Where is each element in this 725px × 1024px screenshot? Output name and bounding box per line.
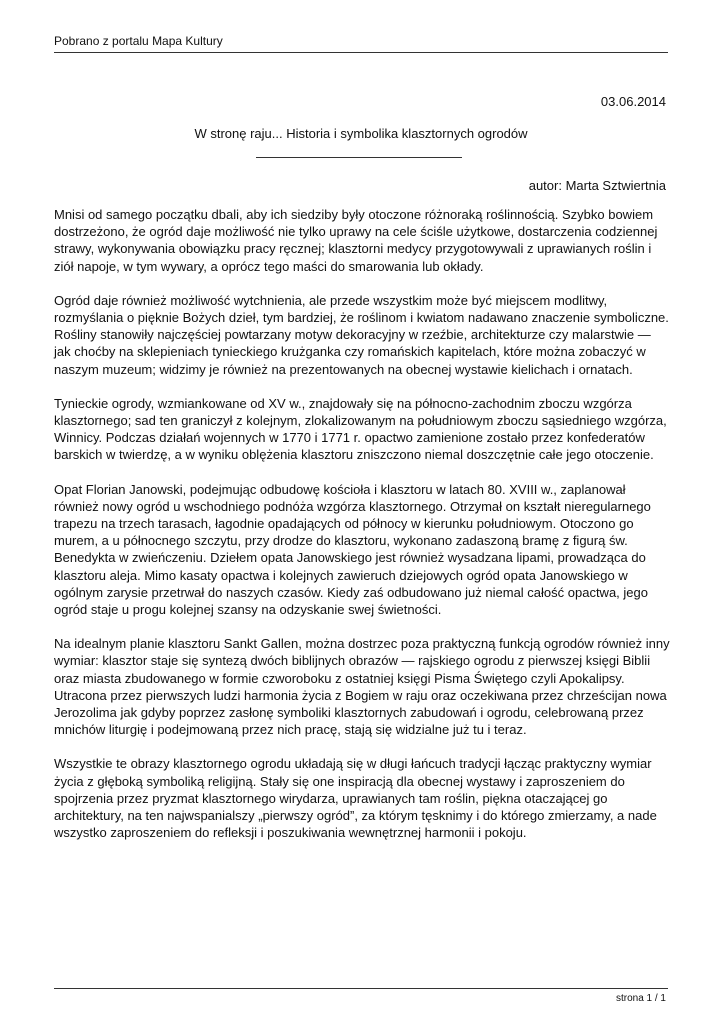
paragraph: Na idealnym planie klasztoru Sankt Gallen, można dostrzec poza praktyczną funkcją ogrodów również inny wymiar: klasztor staje się syntezą dwóch biblijnych obrazów — rajskiego ogrodu z pierwszej księgi Biblii oraz miasta zbudowanego w formie czworoboku z ostatniej księgi Pisma Świętego czyli Apokalipsy. Utracona przez pierwszych ludzi harmonia życia z Bogiem w raju oraz oczekiwana przez chrześcijan nowa Jerozolima jak gdyby poprzez zasłonę symboliki klasztornych zabudowań i ogrodu, celebrowaną przez mnichów liturgię i podejmowaną przez nich pracę, stają się widzialne już tu i teraz. xyxy=(54,636,670,738)
article-date: 03.06.2014 xyxy=(600,94,666,109)
footer-divider xyxy=(54,988,668,989)
article-author: autor: Marta Sztwiertnia xyxy=(528,178,666,193)
title-underline xyxy=(256,157,462,158)
article-body xyxy=(54,206,670,859)
page-number: strona 1 / 1 xyxy=(615,993,666,1004)
paragraph: Ogród daje również możliwość wytchnienia, ale przede wszystkim może być miejscem modlitwy, rozmyślania o pięknie Bożych dzieł, tym bardziej, że roślinom i kwiatom nadawano znaczenie symboliczne. Rośliny stanowiły najczęściej powtarzany motyw dekoracyjny w rzeźbie, architekturze czy malarstwie — jak choćby na sklepieniach tynieckiego krużganka czy romańskich kapitelach, które można zobaczyć w naszym muzeum; widzimy je również na prezentowanych na obecnej wystawie kielichach i ornatach. xyxy=(54,292,669,377)
paragraph: Opat Florian Janowski, podejmując odbudowę kościoła i klasztoru w latach 80. XVIII w., zaplanował również nowy ogród u wschodniego podnóża wzgórza klasztornego. Otrzymał on kształt nieregularnego trapezu na trzech tarasach, łagodnie opadających od północy w kierunku południowym. Otoczono go murem, a u północnego szczytu, przy drodze do klasztoru, wykonano zadaszoną bramę z figurą św. Benedykta w zwieńczeniu. Dziełem opata Janowskiego jest również wysadzana lipami, prowadząca do klasztoru aleja. Mimo kasaty opactwa i kolejnych zawieruch dziejowych ogród opata Janowskiego w ogólnym zarysie przetrwał do naszych czasów. Kiedy zaś odbudowano już niemal całość opactwa, jego ogród staje u progu kolejnej szansy na odzyskanie swej świetności. xyxy=(54,481,651,618)
page-header-source: Pobrano z portalu Mapa Kultury xyxy=(54,34,223,48)
paragraph: Wszystkie te obrazy klasztornego ogrodu układają się w długi łańcuch tradycji łącząc praktyczny wymiar życia z głęboką symboliką religijną. Stały się one inspiracją dla obecnej wystawy i zaproszeniem do spojrzenia przez pryzmat klasztornego wirydarza, uprawianych tam roślin, piękna otaczającej go architektury, na ten najwspanialszy „pierwszy ogród”, za którym tęsknimy i do którego zmierzamy, a nade wszystko zaproszeniem do refleksji i poszukiwania wewnętrznej harmonii i pokoju. xyxy=(54,756,657,841)
header-divider xyxy=(54,52,668,53)
article-title: W stronę raju... Historia i symbolika klasztornych ogrodów xyxy=(194,126,528,141)
paragraph: Tynieckie ogrody, wzmiankowane od XV w., znajdowały się na północno-zachodnim zboczu wzgórza klasztornego; sad ten graniczył z kolejnym, zlokalizowanym na południowym zboczu sąsiedniego wzgórza, Winnicy. Podczas działań wojennych w 1770 i 1771 r. opactwo zamienione zostało przez konfederatów barskich w twierdzę, a w wyniku oblężenia klasztoru zniszczono niemal doszczętnie całe jego otoczenie. xyxy=(54,395,667,463)
paragraph: Mnisi od samego początku dbali, aby ich siedziby były otoczone różnoraką roślinnością. Szybko bowiem dostrzeżono, że ogród daje możliwość nie tylko uprawy na cele ściśle użytkowe, dostarczenia codziennej strawy, wykonywania obowiązku pracy ręcznej; klasztorni medycy przygotowywali z uprawianych roślin i ziół napoje, w tym wywary, a oprócz tego maści do smarowania lub okłady. xyxy=(54,207,658,274)
